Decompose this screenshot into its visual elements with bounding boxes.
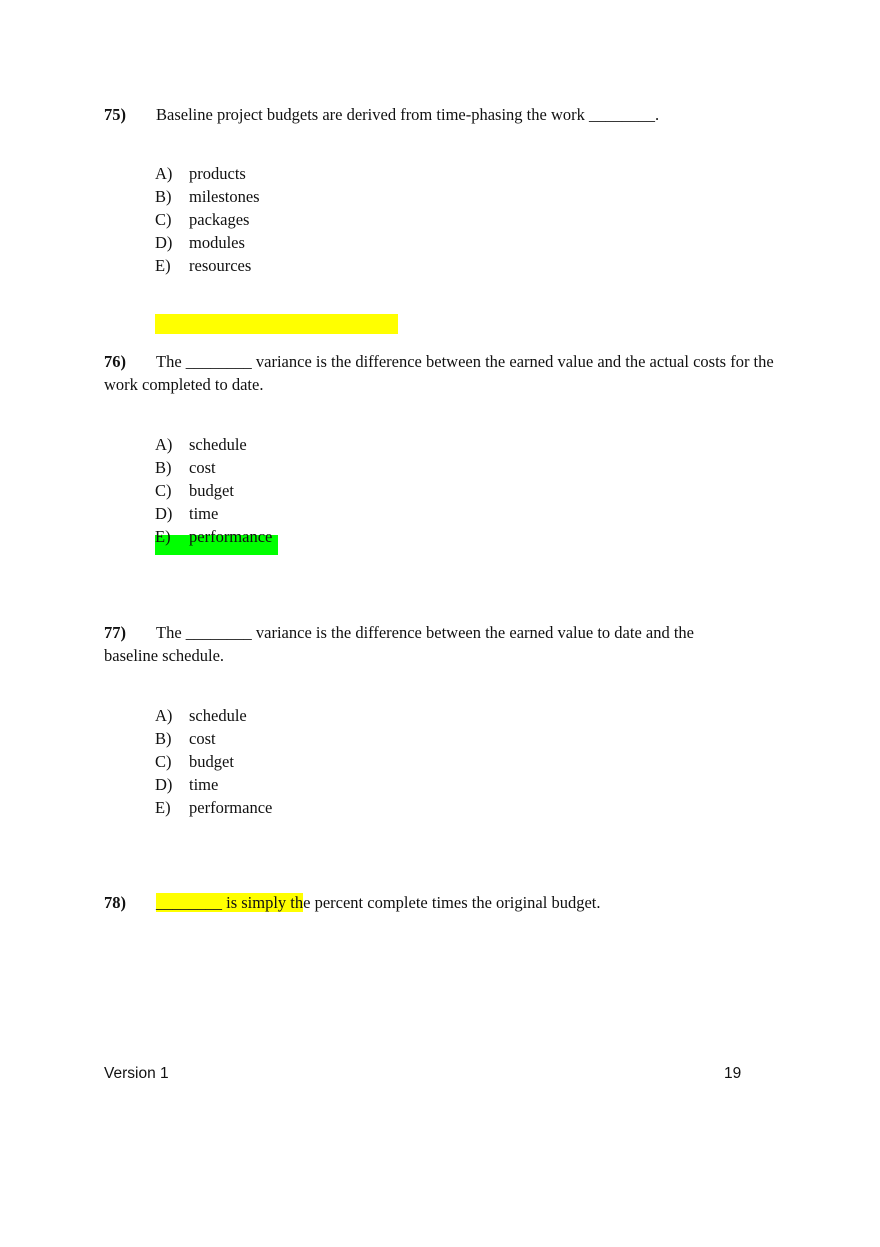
highlighted-text: ________ is simply th	[156, 893, 304, 912]
question-text: The ________ variance is the difference between the earned value and the actual costs for the work completed to date.	[104, 352, 774, 394]
options-75	[155, 162, 260, 277]
footer-page-number: 19	[724, 1065, 742, 1082]
option-a: A) products	[155, 164, 246, 183]
footer-version: Version 1	[104, 1065, 169, 1082]
option-b: B) cost	[155, 729, 216, 748]
options-77	[155, 704, 272, 819]
option-c: C) packages	[155, 210, 250, 229]
option-e: E) performance	[155, 527, 273, 546]
option-a: A) schedule	[155, 706, 247, 725]
option-b: B) milestones	[155, 187, 260, 206]
question-text	[104, 891, 794, 914]
question-number: 78)	[104, 893, 126, 912]
option-d: D) modules	[155, 233, 245, 252]
option-a: A) schedule	[155, 435, 247, 454]
question-number: 76)	[104, 352, 126, 371]
question-text: Baseline project budgets are derived from time-phasing the work ________.	[156, 105, 660, 124]
option-c: C) budget	[155, 481, 234, 500]
option-b: B) cost	[155, 458, 216, 477]
question-78	[104, 891, 794, 914]
option-e: E) performance	[155, 798, 273, 817]
question-76	[104, 350, 794, 396]
question-77	[104, 621, 794, 667]
question-number: 75)	[104, 105, 126, 124]
option-d: D) time	[155, 504, 219, 523]
option-e: E) resources	[155, 256, 252, 275]
question-text-rest: e percent complete times the original budget.	[303, 893, 601, 912]
option-d: D) time	[155, 775, 219, 794]
question-number: 77)	[104, 623, 126, 642]
question-text: The ________ variance is the difference between the earned value to date and the baseline schedule.	[104, 623, 694, 665]
yellow-highlight-bar	[155, 314, 398, 334]
option-c: C) budget	[155, 752, 234, 771]
options-76	[155, 433, 272, 548]
question-75	[104, 103, 794, 126]
